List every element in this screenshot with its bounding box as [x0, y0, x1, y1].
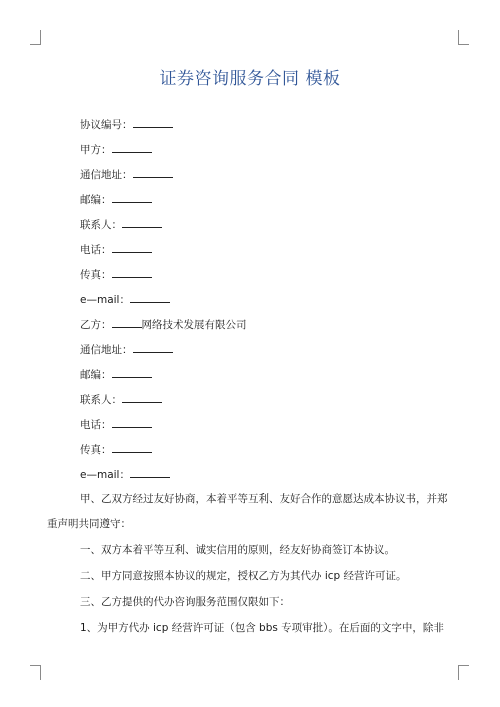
- party-a-address-blank: [133, 167, 173, 178]
- clause-1: 一、双方本着平等互利、诚实信用的原则，经友好协商签订本协议。: [80, 544, 395, 556]
- party-a-email-label: e—mail：: [80, 294, 130, 306]
- party-a-field: [80, 142, 152, 157]
- crop-mark-top-right: [458, 30, 469, 45]
- party-a-postcode-label: 邮编：: [80, 194, 112, 206]
- party-b-fax-label: 传真：: [80, 444, 112, 456]
- party-a-address-label: 通信地址：: [80, 169, 133, 181]
- party-b-phone-field: [80, 417, 152, 432]
- party-a-label: 甲方：: [80, 144, 112, 156]
- intro-paragraph-line2: 重声明共同遵守：: [47, 518, 131, 530]
- party-b-postcode-field: [80, 367, 152, 382]
- party-b-phone-label: 电话：: [80, 419, 112, 431]
- party-b-address-label: 通信地址：: [80, 344, 133, 356]
- party-b-email-field: [80, 467, 170, 482]
- clause-3-item-1: 1、为甲方代办 icp 经营许可证（包含 bbs 专项审批）。在后面的文字中，除非: [80, 622, 444, 634]
- party-a-postcode-blank: [112, 192, 152, 203]
- party-b-contact-field: [80, 392, 162, 407]
- party-b-blank: [112, 317, 142, 328]
- intro-paragraph-line1: 甲、乙双方经过友好协商，本着平等互利、友好合作的意愿达成本协议书，并郑: [80, 493, 448, 505]
- party-a-phone-field: [80, 242, 152, 257]
- party-b-field: [80, 317, 247, 332]
- party-b-fax-field: [80, 442, 152, 457]
- party-a-fax-blank: [112, 267, 152, 278]
- party-a-phone-label: 电话：: [80, 244, 112, 256]
- crop-mark-bottom-left: [30, 665, 41, 680]
- party-b-label: 乙方：: [80, 319, 112, 331]
- party-a-contact-label: 联系人：: [80, 219, 122, 231]
- clause-2: 二、甲方同意按照本协议的规定，授权乙方为其代办 icp 经营许可证。: [80, 570, 407, 582]
- party-a-blank: [112, 142, 152, 153]
- party-b-phone-blank: [112, 417, 152, 428]
- agreement-number-blank: [133, 117, 173, 128]
- party-a-phone-blank: [112, 242, 152, 253]
- party-a-email-blank: [130, 292, 170, 303]
- party-a-contact-field: [80, 217, 162, 232]
- party-b-contact-blank: [122, 392, 162, 403]
- party-a-email-field: [80, 292, 170, 307]
- clause-3: 三、乙方提供的代办咨询服务范围仅限如下：: [80, 596, 290, 608]
- party-b-email-label: e—mail：: [80, 469, 130, 481]
- party-a-fax-label: 传真：: [80, 269, 112, 281]
- crop-mark-bottom-right: [458, 665, 469, 680]
- party-a-contact-blank: [122, 217, 162, 228]
- agreement-number-label: 协议编号：: [80, 119, 133, 131]
- party-b-contact-label: 联系人：: [80, 394, 122, 406]
- agreement-number-field: [80, 117, 173, 132]
- party-b-name: 网络技术发展有限公司: [141, 319, 247, 331]
- document-title: 证券咨询服务合同 模板: [159, 69, 341, 89]
- party-b-postcode-blank: [112, 367, 152, 378]
- party-b-postcode-label: 邮编：: [80, 369, 112, 381]
- party-a-address-field: [80, 167, 173, 182]
- party-a-fax-field: [80, 267, 152, 282]
- party-b-email-blank: [130, 467, 170, 478]
- party-a-postcode-field: [80, 192, 152, 207]
- crop-mark-top-left: [30, 30, 41, 45]
- party-b-fax-blank: [112, 442, 152, 453]
- party-b-address-blank: [133, 342, 173, 353]
- party-b-address-field: [80, 342, 173, 357]
